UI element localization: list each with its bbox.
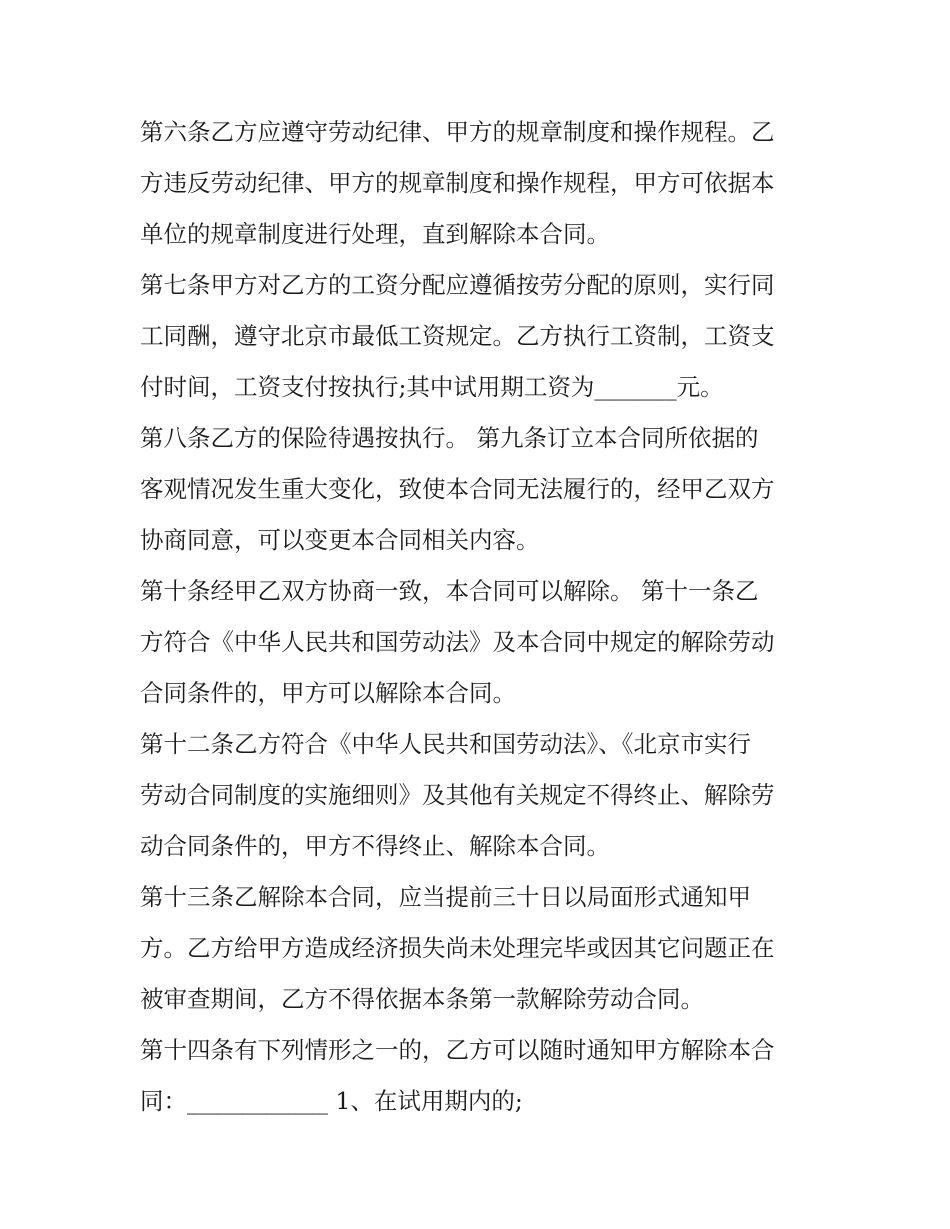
text-line: 被审查期间，乙方不得依据本条第一款解除劳动合同。 [140, 985, 704, 1013]
text-line: 付时间，工资支付按执行;其中试用期工资为_______元。 [140, 373, 724, 401]
text-line: 第六条乙方应遵守劳动纪律、甲方的规章制度和操作规程。乙 [140, 118, 775, 146]
text-line: 合同条件的，甲方可以解除本合同。 [140, 679, 516, 707]
document-body [140, 107, 820, 1127]
text-line: 第八条乙方的保险待遇按执行。 第九条订立本合同所依据的 [140, 424, 759, 452]
text-line: 劳动合同制度的实施细则》及其他有关规定不得终止、解除劳 [140, 781, 775, 809]
text-line: 方违反劳动纪律、甲方的规章制度和操作规程，甲方可依据本 [140, 169, 775, 197]
text-line: 协商同意，可以变更本合同相关内容。 [140, 526, 540, 554]
text-line: 工同酬，遵守北京市最低工资规定。乙方执行工资制，工资支 [140, 322, 775, 350]
text-line: 第十四条有下列情形之一的，乙方可以随时通知甲方解除本合 [140, 1036, 775, 1064]
text-line: 第十二条乙方符合《中华人民共和国劳动法》、《北京市实行 [140, 730, 751, 758]
text-line: 动合同条件的，甲方不得终止、解除本合同。 [140, 832, 610, 860]
text-line: 第十三条乙解除本合同，应当提前三十日以局面形式通知甲 [140, 883, 751, 911]
text-line: 同：____________ 1、在试用期内的; [140, 1087, 523, 1115]
text-line: 客观情况发生重大变化，致使本合同无法履行的，经甲乙双方 [140, 475, 775, 503]
text-line: 方。乙方给甲方造成经济损失尚未处理完毕或因其它问题正在 [140, 934, 775, 962]
text-line: 方符合《中华人民共和国劳动法》及本合同中规定的解除劳动 [140, 628, 775, 656]
text-line: 单位的规章制度进行处理，直到解除本合同。 [140, 220, 610, 248]
text-line: 第七条甲方对乙方的工资分配应遵循按劳分配的原则，实行同 [140, 271, 775, 299]
text-line: 第十条经甲乙双方协商一致，本合同可以解除。 第十一条乙 [140, 577, 759, 605]
